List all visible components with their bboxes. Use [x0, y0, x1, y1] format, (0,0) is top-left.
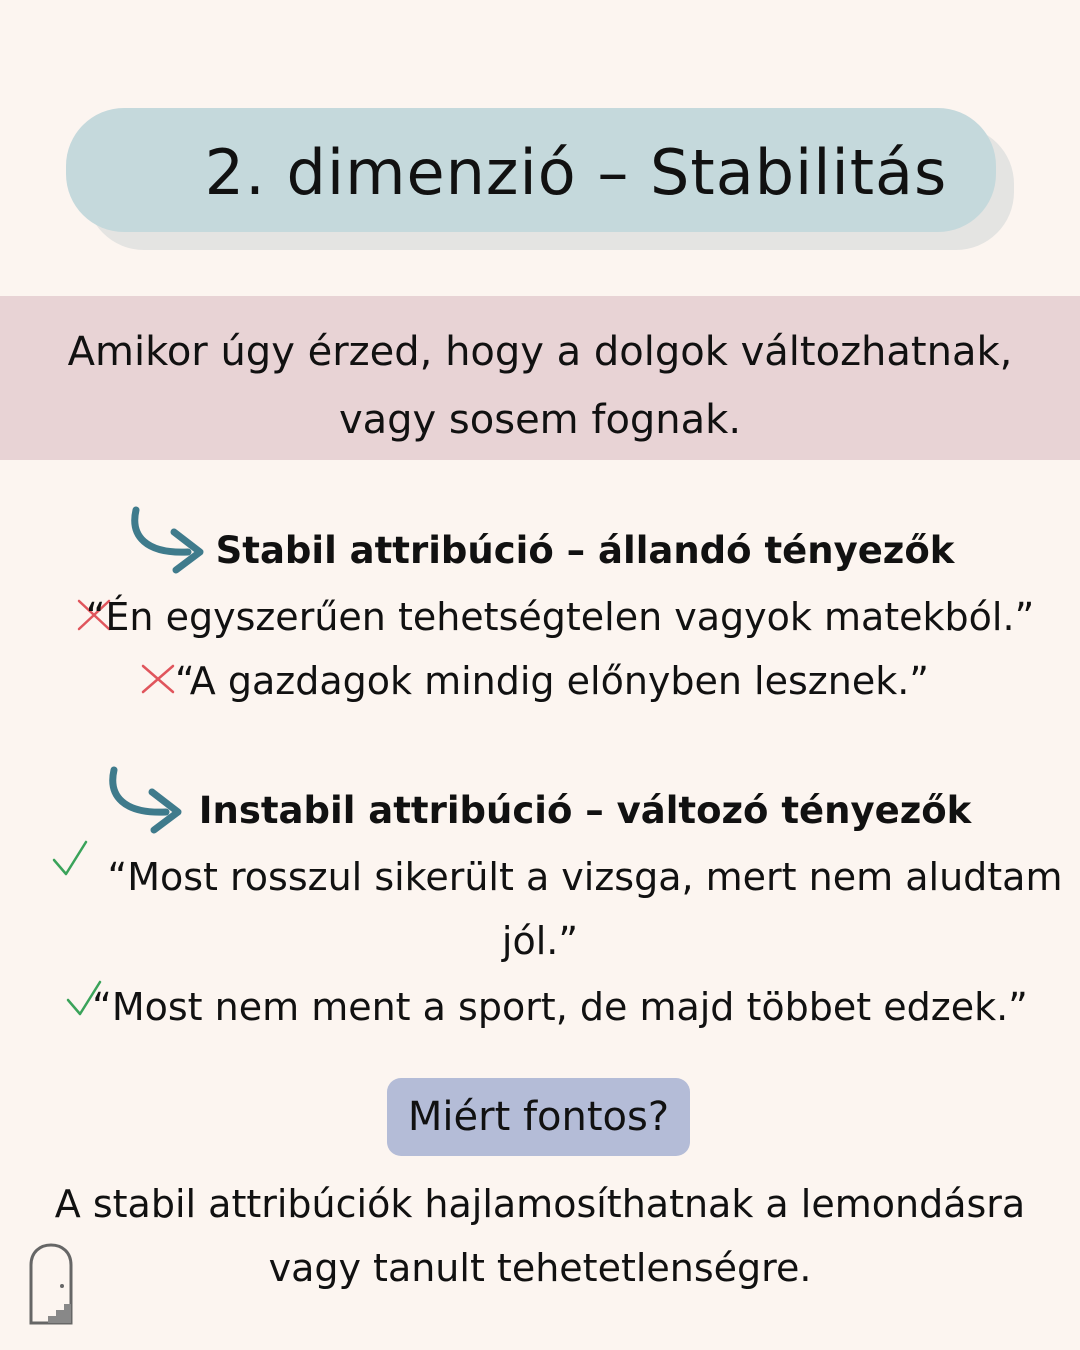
- stable-example-1: “Én egyszerűen tehetségtelen vagyok matekból.”: [85, 595, 1035, 639]
- stable-heading: Stabil attribúció – állandó tényezők: [215, 529, 955, 572]
- why-line-1: A stabil attribúciók hajlamosíthatnak a lemondásra: [54, 1182, 1026, 1226]
- why-important-label: Miért fontos?: [407, 1094, 670, 1140]
- stable-example-2: “A gazdagok mindig előnyben lesznek.”: [175, 659, 929, 703]
- intro-text: [0, 318, 1080, 454]
- door-logo-icon: [28, 1242, 74, 1326]
- intro-line-1: Amikor úgy érzed, hogy a dolgok változhatnak,: [67, 329, 1013, 375]
- page-title: 2. dimenzió – Stabilitás: [204, 135, 948, 209]
- unstable-example-1-line-1: “Most rosszul sikerült a vizsga, mert nem aludtam: [107, 855, 1063, 899]
- why-important-pill: [387, 1078, 690, 1156]
- why-important-text: [0, 1172, 1080, 1300]
- intro-line-2: vagy sosem fognak.: [338, 397, 742, 443]
- why-line-2: vagy tanult tehetetlenségre.: [268, 1246, 812, 1290]
- unstable-example-2: “Most nem ment a sport, de majd többet edzek.”: [92, 985, 1028, 1029]
- unstable-example-1-line-2: jól.”: [501, 919, 579, 963]
- title-pill: [66, 108, 996, 232]
- unstable-heading: Instabil attribúció – változó tényezők: [198, 789, 972, 832]
